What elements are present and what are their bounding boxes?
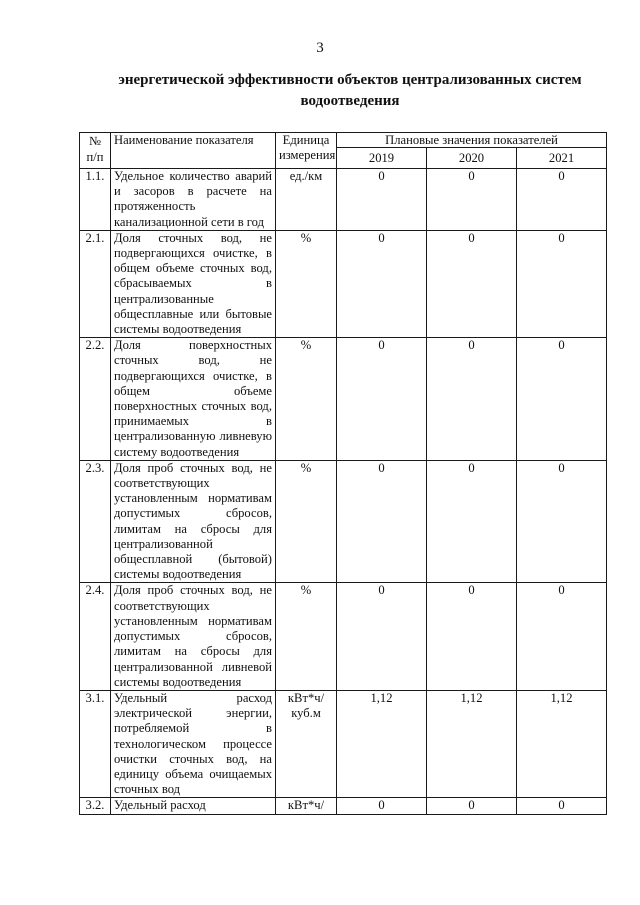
value-2020: 1,12 [427, 690, 517, 797]
header-unit [276, 133, 337, 169]
row-number: 1.1. [80, 169, 111, 231]
table-row [80, 338, 607, 461]
unit-line: % [300, 338, 312, 353]
table-header-row [80, 133, 607, 148]
value-2019: 1,12 [337, 690, 427, 797]
header-year-2020: 2020 [427, 148, 517, 169]
value-2020: 0 [427, 460, 517, 583]
value-2019: 0 [337, 798, 427, 814]
table-row [80, 460, 607, 583]
indicator-name: Доля проб сточных вод, не соответствующих установленным нормативам допустимых сбросов, лимитам на сбросы для централизованной общесплавной (бытовой) системы водоотведения [111, 460, 276, 583]
indicator-name: Доля поверхностных сточных вод, не подвергающихся очистке, в общем объеме поверхностных сточных вод, принимаемых в централизованную ливневую систему водоотведения [111, 338, 276, 461]
row-number: 2.2. [80, 338, 111, 461]
table-row [80, 583, 607, 690]
unit-line: % [300, 460, 312, 475]
header-year-2019: 2019 [337, 148, 427, 169]
header-number-symbol: № [88, 134, 102, 148]
table-row [80, 690, 607, 797]
value-2021: 0 [517, 338, 607, 461]
value-2021: 1,12 [517, 690, 607, 797]
unit-line: % [300, 583, 312, 598]
value-2020: 0 [427, 798, 517, 814]
document-title [100, 70, 600, 112]
value-2020: 0 [427, 169, 517, 231]
value-2019: 0 [337, 583, 427, 690]
value-2019: 0 [337, 460, 427, 583]
table-row [80, 169, 607, 231]
header-unit-line-2: измерения [279, 148, 336, 163]
unit-of-measure [276, 169, 337, 231]
value-2020: 0 [427, 583, 517, 690]
header-indicator-name: Наименование показателя [111, 133, 276, 169]
unit-line: кВт*ч/ [287, 690, 325, 705]
indicator-name: Удельный расход электрической энергии, потребляемой в технологическом процессе очистки сточных вод, на единицу объема очищаемых сточных вод [111, 690, 276, 797]
row-number: 2.3. [80, 460, 111, 583]
value-2019: 0 [337, 230, 427, 337]
table-row [80, 230, 607, 337]
header-plan-values: Плановые значения показателей [337, 133, 607, 148]
document-title-line-1: энергетической эффективности объектов централизованных систем [118, 72, 582, 88]
document-title-line-2: водоотведения [300, 93, 400, 109]
value-2021: 0 [517, 798, 607, 814]
row-number: 2.4. [80, 583, 111, 690]
header-year-2021: 2021 [517, 148, 607, 169]
value-2021: 0 [517, 460, 607, 583]
page-number: 3 [316, 40, 324, 56]
value-2021: 0 [517, 583, 607, 690]
row-number: 3.2. [80, 798, 111, 814]
unit-line: ед./км [289, 169, 323, 183]
unit-of-measure [276, 230, 337, 337]
unit-line: куб.м [291, 706, 321, 721]
unit-line: кВт*ч/ [287, 798, 325, 813]
table-row [80, 798, 607, 814]
unit-line: % [300, 230, 312, 245]
value-2020: 0 [427, 338, 517, 461]
header-number-abbr: п/п [86, 150, 104, 164]
value-2020: 0 [427, 230, 517, 337]
indicator-name: Доля проб сточных вод, не соответствующих установленным нормативам допустимых сбросов, лимитам на сбросы для централизованной ливневой системы водоотведения [111, 583, 276, 690]
value-2021: 0 [517, 230, 607, 337]
value-2021: 0 [517, 169, 607, 231]
row-number: 2.1. [80, 230, 111, 337]
header-number [80, 133, 111, 169]
value-2019: 0 [337, 338, 427, 461]
unit-of-measure [276, 460, 337, 583]
value-2019: 0 [337, 169, 427, 231]
header-unit-line-1: Единица [282, 133, 330, 147]
indicator-name: Удельное количество аварий и засоров в расчете на протяженность канализационной сети в год [111, 169, 276, 231]
unit-of-measure [276, 690, 337, 797]
row-number: 3.1. [80, 690, 111, 797]
unit-of-measure [276, 583, 337, 690]
unit-of-measure [276, 338, 337, 461]
indicators-table [79, 132, 607, 815]
unit-of-measure [276, 798, 337, 814]
indicator-name: Удельный расход [111, 798, 276, 814]
indicator-name: Доля сточных вод, не подвергающихся очистке, в общем объеме сточных вод, сбрасываемых в централизованные общесплавные или бытовые системы водоотведения [111, 230, 276, 337]
